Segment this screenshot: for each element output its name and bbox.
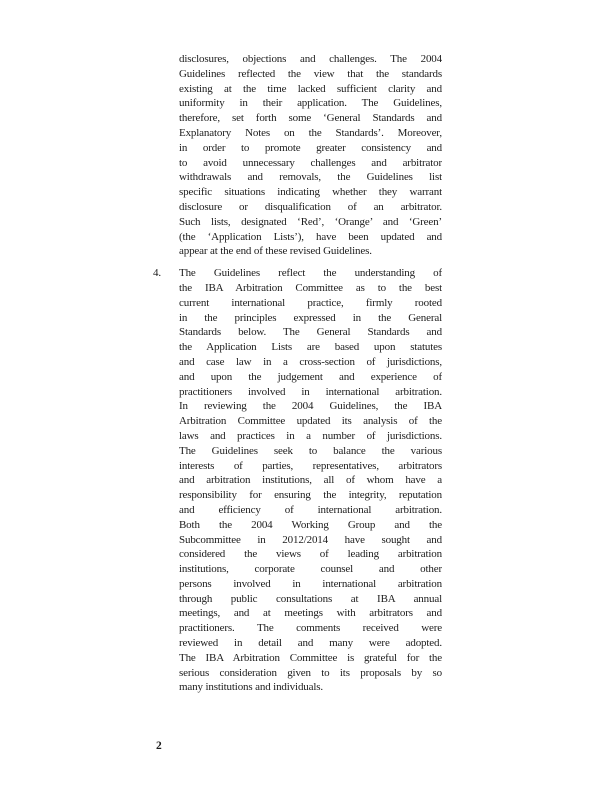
text-line: Such lists, designated ‘Red’, ‘Orange’ and ‘Green’: [179, 215, 442, 228]
text-line: disclosures, objections and challenges. The 2004: [179, 53, 442, 65]
text-line: and arbitration institutions, all of whom have a: [179, 474, 442, 487]
text-line: the Application Lists are based upon statutes: [179, 341, 442, 354]
text-line: In reviewing the 2004 Guidelines, the IBA: [179, 400, 442, 413]
text-line: to avoid unnecessary challenges and arbitrator: [179, 156, 442, 169]
text-line: Guidelines reflected the view that the standards: [179, 67, 442, 80]
text-line: laws and practices in a number of jurisdictions.: [179, 429, 442, 442]
text-line: withdrawals and removals, the Guidelines list: [179, 171, 442, 184]
text-line: existing at the time lacked sufficient clarity and: [179, 82, 442, 95]
text-line: interests of parties, representatives, arbitrators: [179, 459, 442, 472]
text-line: persons involved in international arbitration: [179, 577, 442, 590]
text-line: responsibility for ensuring the integrity, reputation: [179, 489, 442, 502]
text-line: Subcommittee in 2012/2014 have sought and: [179, 533, 442, 546]
text-line: serious consideration given to its proposals by so: [179, 666, 442, 679]
text-line: institutions, corporate counsel and other: [179, 563, 442, 576]
text-line: and upon the judgement and experience of: [179, 370, 442, 383]
text-line: current international practice, firmly rooted: [179, 296, 442, 309]
text-line: uniformity in their application. The Guidelines,: [179, 97, 442, 110]
page-number: 2: [156, 740, 162, 752]
text-line: practitioners involved in international arbitration.: [179, 385, 442, 398]
text-line: considered the views of leading arbitration: [179, 548, 442, 561]
text-line: Explanatory Notes on the Standards’. Moreover,: [179, 126, 442, 139]
page-body: [153, 52, 442, 695]
text-line: and efficiency of international arbitration.: [179, 503, 442, 516]
text-line: practitioners. The comments received were: [179, 622, 442, 635]
text-line: reviewed in detail and many were adopted.: [179, 637, 442, 650]
text-line: meetings, and at meetings with arbitrators and: [179, 607, 442, 620]
text-line: The Guidelines reflect the understanding of: [179, 267, 442, 280]
text-line: in order to promote greater consistency and: [179, 141, 442, 154]
text-line: The Guidelines seek to balance the various: [179, 444, 442, 457]
text-line: the IBA Arbitration Committee as to the best: [179, 281, 442, 294]
text-line: therefore, set forth some ‘General Standards and: [179, 112, 442, 125]
text-line: disclosure or disqualification of an arbitrator.: [179, 200, 442, 213]
text-line: specific situations indicating whether they warrant: [179, 186, 442, 199]
text-line: (the ‘Application Lists’), have been updated and: [179, 230, 442, 243]
text-line: Both the 2004 Working Group and the: [179, 518, 442, 531]
text-line: and case law in a cross-section of jurisdictions,: [179, 355, 442, 368]
text-line: Standards below. The General Standards and: [179, 326, 442, 339]
text-line: appear at the end of these revised Guidelines.: [179, 245, 372, 258]
text-line: many institutions and individuals.: [179, 681, 324, 694]
text-line: in the principles expressed in the General: [179, 311, 442, 324]
paragraph-marker: 4.: [153, 267, 162, 280]
text-line: The IBA Arbitration Committee is grateful for the: [179, 651, 442, 664]
text-line: Arbitration Committee updated its analysis of the: [179, 415, 442, 428]
text-line: through public consultations at IBA annual: [179, 592, 442, 605]
paragraph: [179, 52, 442, 259]
paragraph: [153, 266, 442, 695]
